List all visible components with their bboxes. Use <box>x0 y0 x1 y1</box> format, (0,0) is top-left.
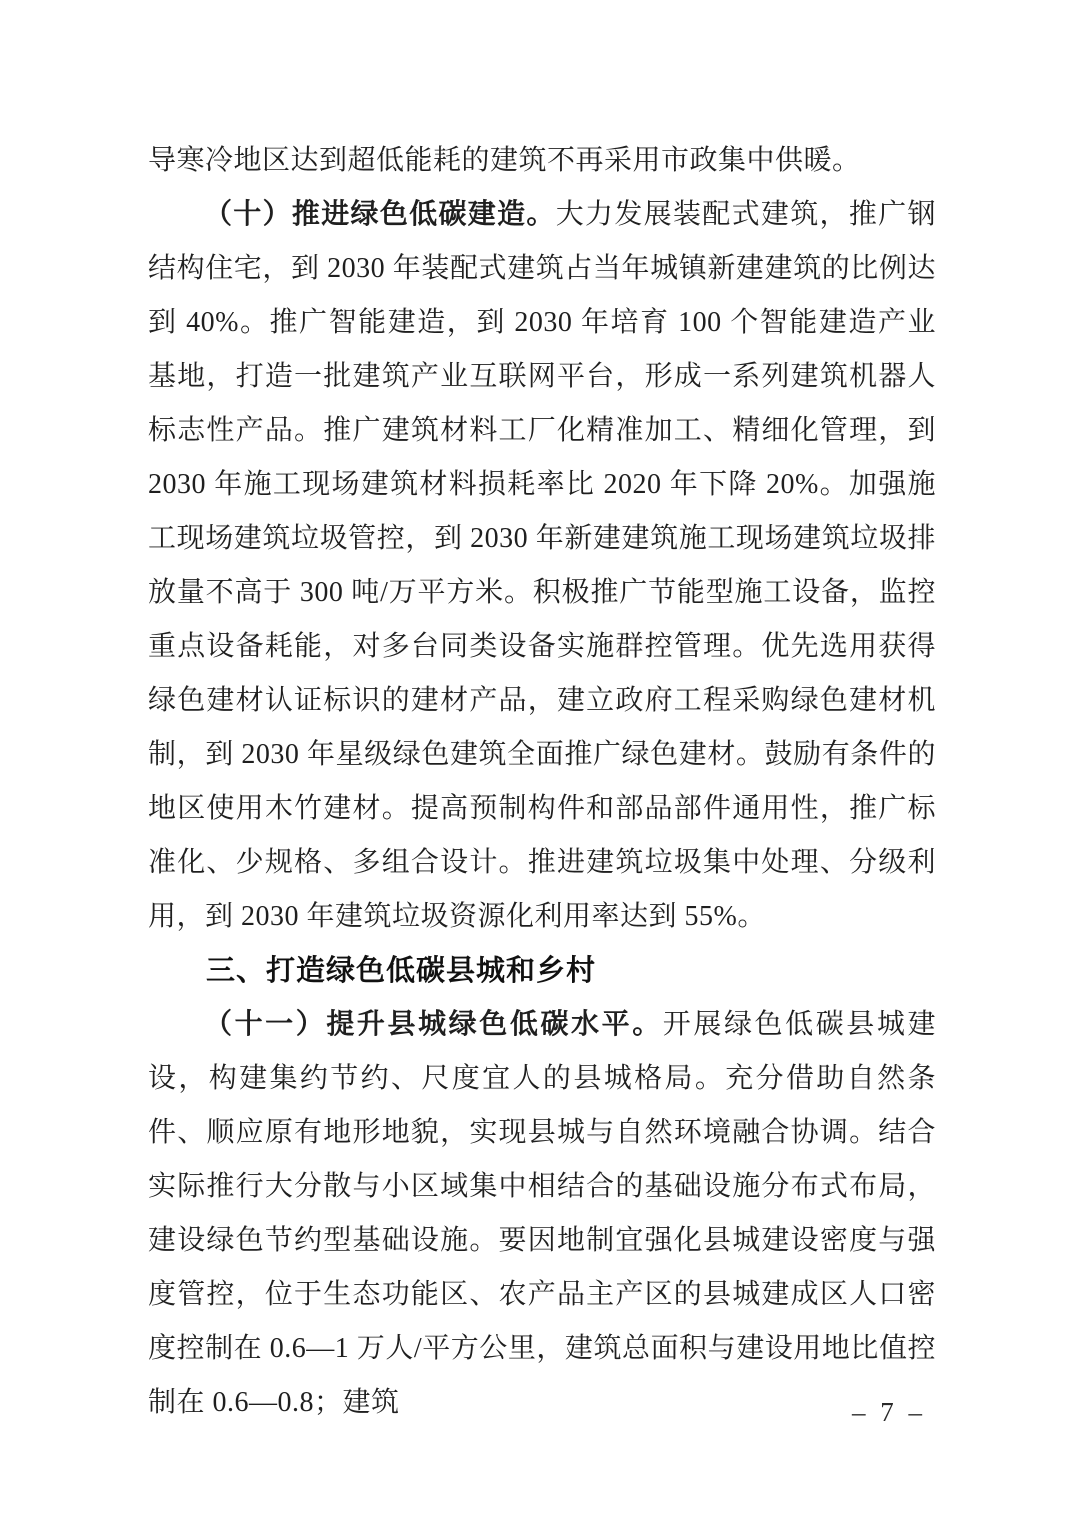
section-10-lead: （十）推进绿色低碳建造。 <box>204 199 556 230</box>
page-number: – 7 – <box>852 1397 926 1427</box>
paragraph-continuation: 导寒冷地区达到超低能耗的建筑不再采用市政集中供暖。 <box>148 145 861 176</box>
document-body <box>148 134 936 1430</box>
section-11-lead: （十一）提升县城绿色低碳水平。 <box>204 1009 663 1040</box>
paragraph-section-11 <box>148 998 936 1430</box>
section-11-body: 开展绿色低碳县城建设，构建集约节约、尺度宜人的县城格局。充分借助自然条件、顺应原有地形地貌，实现县城与自然环境融合协调。结合实际推行大分散与小区域集中相结合的基础设施分布式布局，建设绿色节约型基础设施。要因地制宜强化县城建设密度与强度管控，位于生态功能区、农产品主产区的县城建成区人口密度控制在 0.6—1 万人/平方公里，建筑总面积与建设用地比值控制在 0.6—0.8；建筑 <box>148 1009 936 1418</box>
heading-section-three: 三、打造绿色低碳县城和乡村 <box>206 955 597 987</box>
paragraph-section-10 <box>148 188 936 944</box>
section-10-body: 大力发展装配式建筑，推广钢结构住宅，到 2030 年装配式建筑占当年城镇新建建筑的比例达到 40%。推广智能建造，到 2030 年培育 100 个智能建造产业基地，打造一批建筑产业互联网平台，形成一系列建筑机器人标志性产品。推广建筑材料工厂化精准加工、精细化管理，到 2030 年施工现场建筑材料损耗率比 2020 年下降 20%。加强施工现场建筑垃圾管控，到 2030 年新建建筑施工现场建筑垃圾排放量不高于 300 吨/万平方米。积极推广节能型施工设备，监控重点设备耗能，对多台同类设备实施群控管理。优先选用获得绿色建材认证标识的建材产品，建立政府工程采购绿色建材机制，到 2030 年星级绿色建筑全面推广绿色建材。鼓励有条件的地区使用木竹建材。提高预制构件和部品部件通用性，推广标准化、少规格、多组合设计。推进建筑垃圾集中处理、分级利用，到 2030 年建筑垃圾资源化利用率达到 55%。 <box>148 199 936 932</box>
